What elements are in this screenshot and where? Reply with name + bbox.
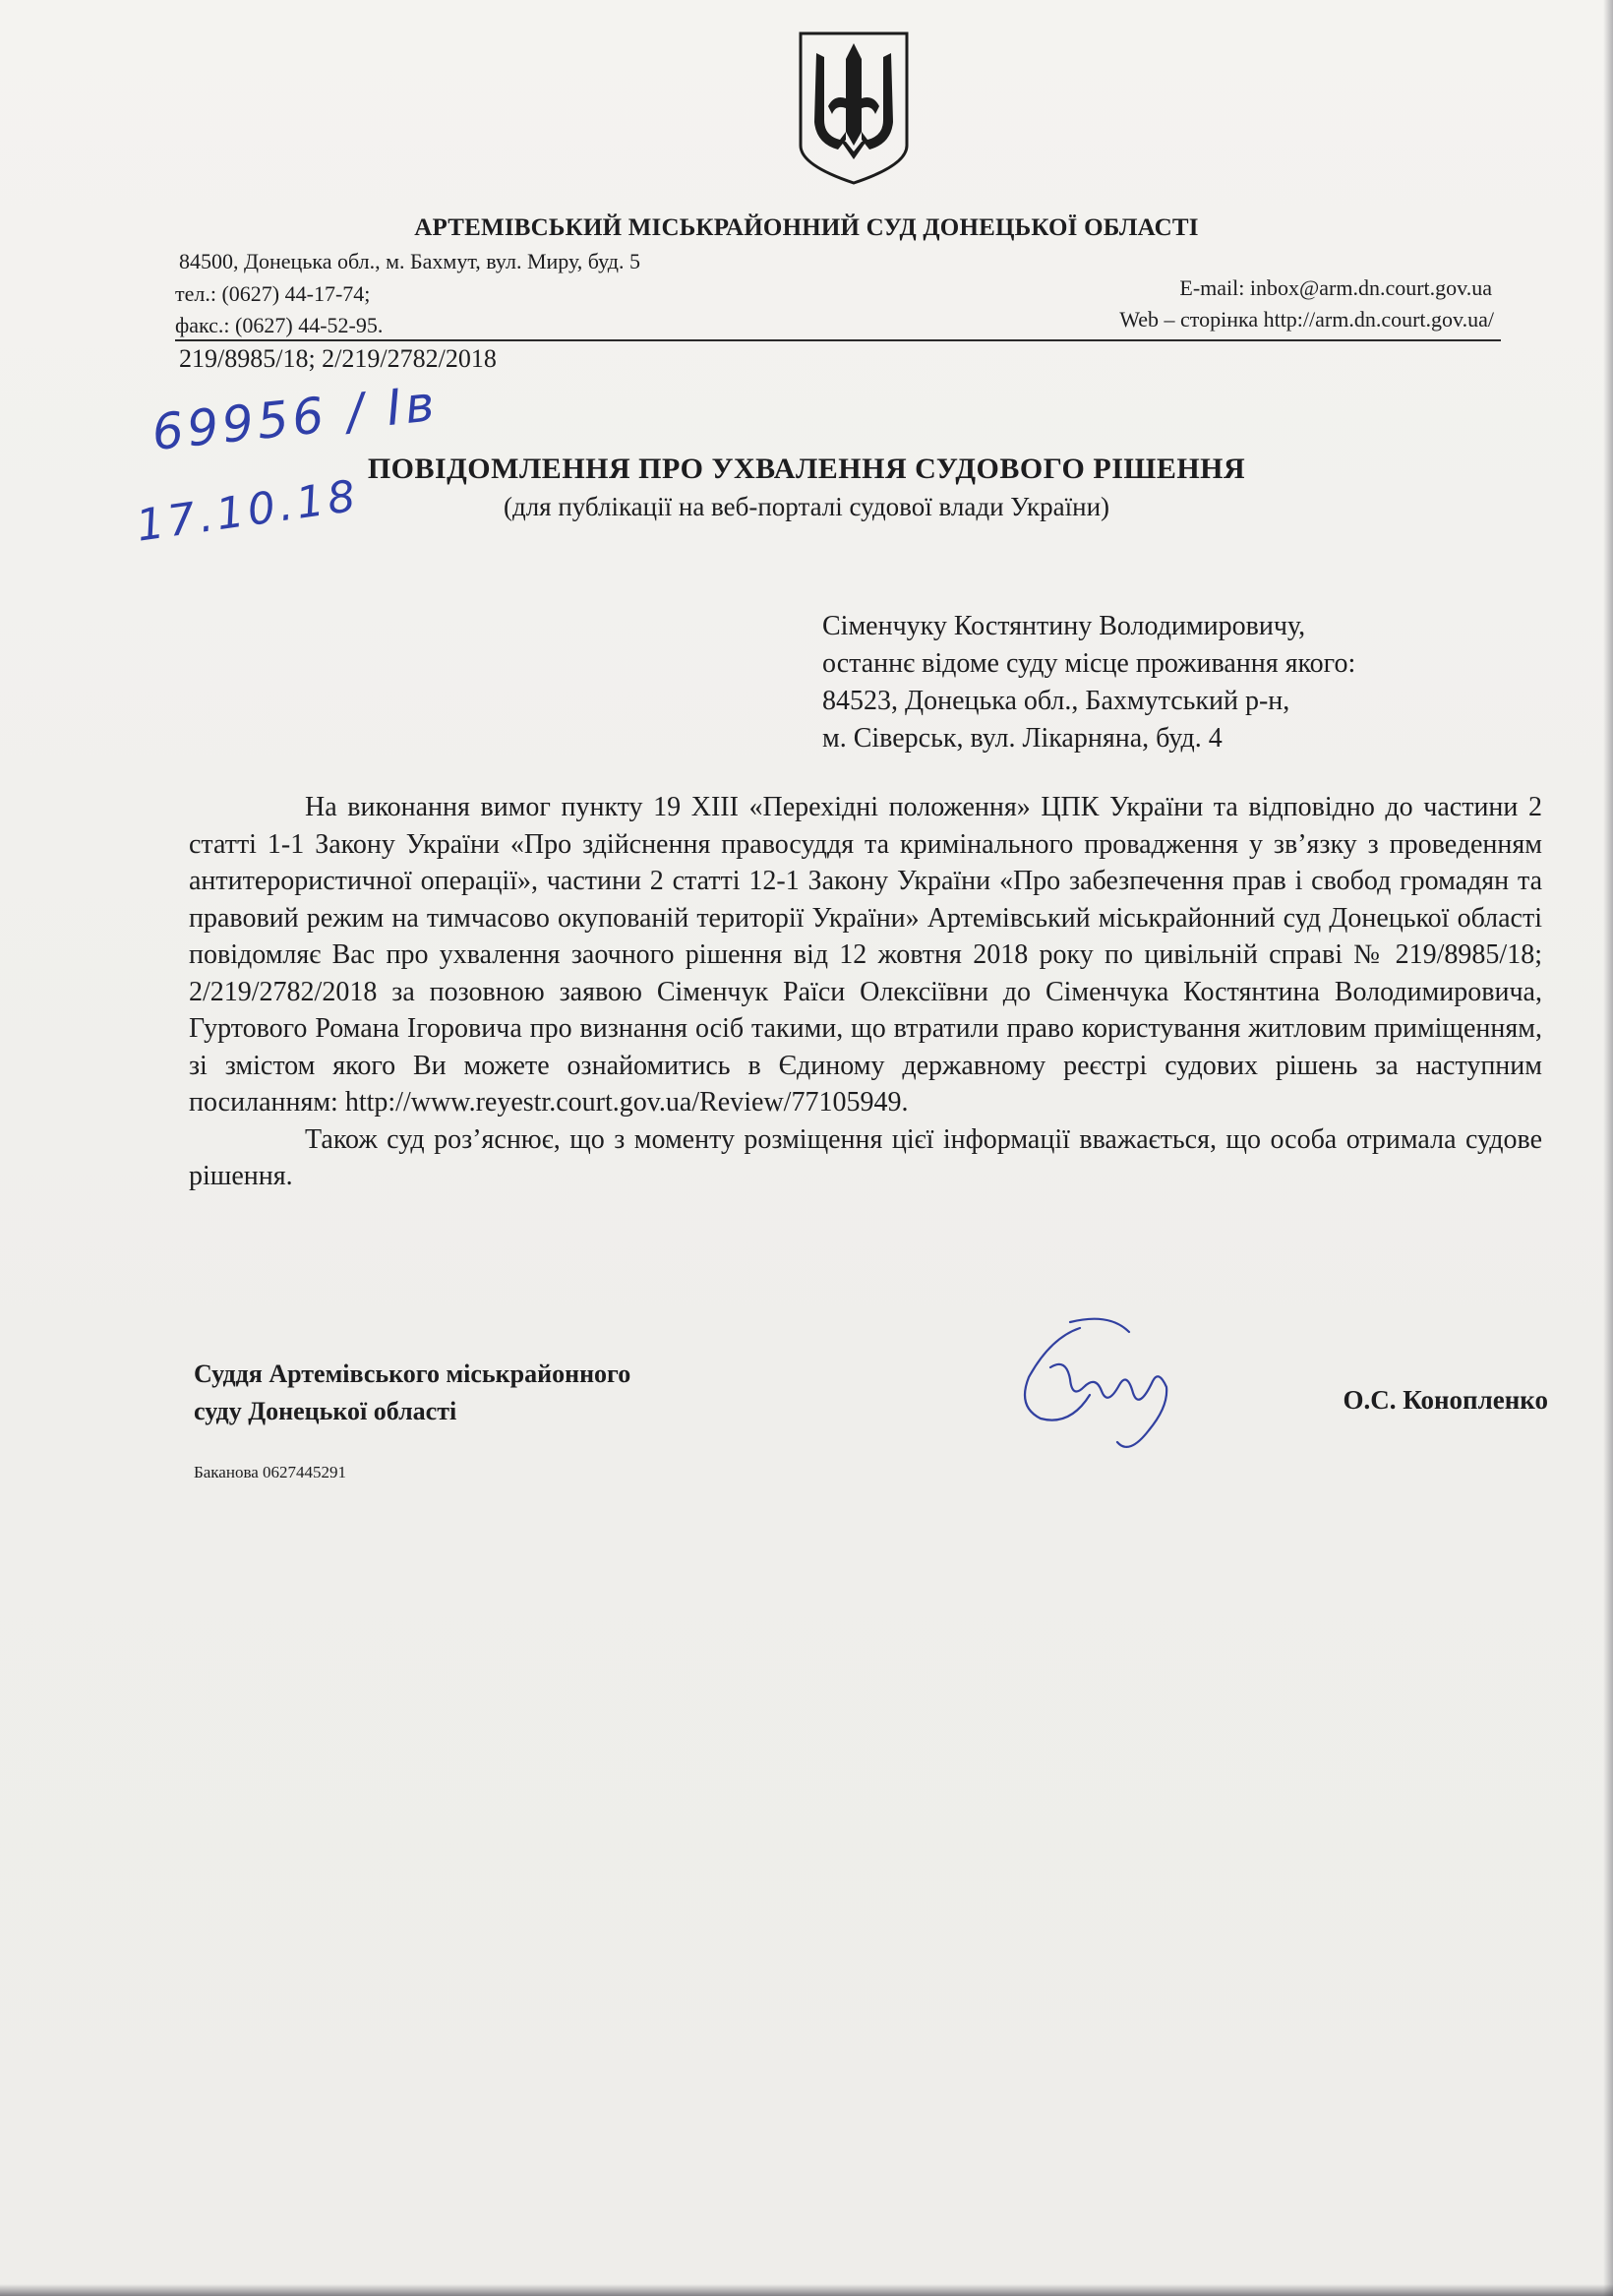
court-website: Web – сторінка http://arm.dn.court.gov.ua/: [1119, 307, 1494, 332]
handwritten-date: 17.10.18: [133, 470, 363, 552]
court-fax: факс.: (0627) 44-52-95.: [175, 313, 384, 337]
handwritten-signature-icon: [1011, 1308, 1208, 1456]
notice-body: [189, 789, 1542, 1195]
recipient-region: 84523, Донецька обл., Бахмутський р-н,: [822, 686, 1290, 716]
recipient-name: Сіменчуку Костянтину Володимировичу,: [822, 611, 1306, 641]
header-divider: [175, 339, 1501, 341]
court-phone: тел.: (0627) 44-17-74;: [175, 281, 371, 306]
trident-emblem-icon: [795, 30, 913, 187]
recipient-note: останнє відоме суду місце проживання якого:: [822, 648, 1356, 679]
handwritten-registration-number: 69956 / Ів: [149, 374, 442, 462]
judge-position: [194, 1356, 882, 1430]
court-name: АРТЕМІВСЬКИЙ МІСЬКРАЙОННИЙ СУД ДОНЕЦЬКОЇ ОБЛАСТІ: [414, 214, 1199, 241]
recipient-address-block: [822, 608, 1511, 757]
body-paragraph-1: На виконання вимог пункту 19 ХІІІ «Перехідні положення» ЦПК України та відповідно до частини 2 статті 1-1 Закону України «Про здійснення правосуддя та кримінального провадження у зв’язку з проведенням антитерористичної операції», частини 2 статті 12-1 Закону України «Про забезпечення прав і свобод громадян та правовий режим на тимчасово окупованій території України» Артемівський міськрайонний суд Донецької області повідомляє Вас про ухвалення заочного рішення від 12 жовтня 2018 року по цивільній справі № 219/8985/18; 2/219/2782/2018 за позовною заявою Сіменчук Раїси Олексіївни до Сіменчука Костянтина Володимировича, Гуртового Романа Ігоровича про визнання осіб такими, що втратили право користування житловим приміщенням, зі змістом якого Ви можете ознайомитись в Єдиному державному реєстрі судових рішень за наступним посиланням: http://www.reyestr.court.gov.ua/Review/77105949.: [189, 792, 1542, 1118]
executor-contact: Баканова 0627445291: [194, 1463, 347, 1481]
judge-position-line-1: Суддя Артемівського міськрайонного: [194, 1359, 631, 1388]
scan-edge-right: [1603, 0, 1613, 2296]
court-email: E-mail: inbox@arm.dn.court.gov.ua: [1179, 275, 1492, 300]
notice-subtitle: (для публікації на веб-порталі судової влади України): [503, 492, 1110, 521]
recipient-street: м. Сіверськ, вул. Лікарняна, буд. 4: [822, 723, 1223, 754]
body-paragraph-2: Також суд роз’яснює, що з моменту розміщення цієї інформації вважається, що особа отримала судове рішення.: [189, 1123, 1542, 1191]
scan-edge-bottom: [0, 2284, 1613, 2296]
judge-name: О.С. Конопленко: [1343, 1385, 1548, 1415]
notice-title: ПОВІДОМЛЕННЯ ПРО УХВАЛЕННЯ СУДОВОГО РІШЕННЯ: [367, 453, 1246, 485]
case-number: 219/8985/18; 2/219/2782/2018: [179, 344, 497, 373]
court-address: 84500, Донецька обл., м. Бахмут, вул. Миру, буд. 5: [179, 249, 640, 273]
judge-position-line-2: суду Донецької області: [194, 1397, 457, 1425]
